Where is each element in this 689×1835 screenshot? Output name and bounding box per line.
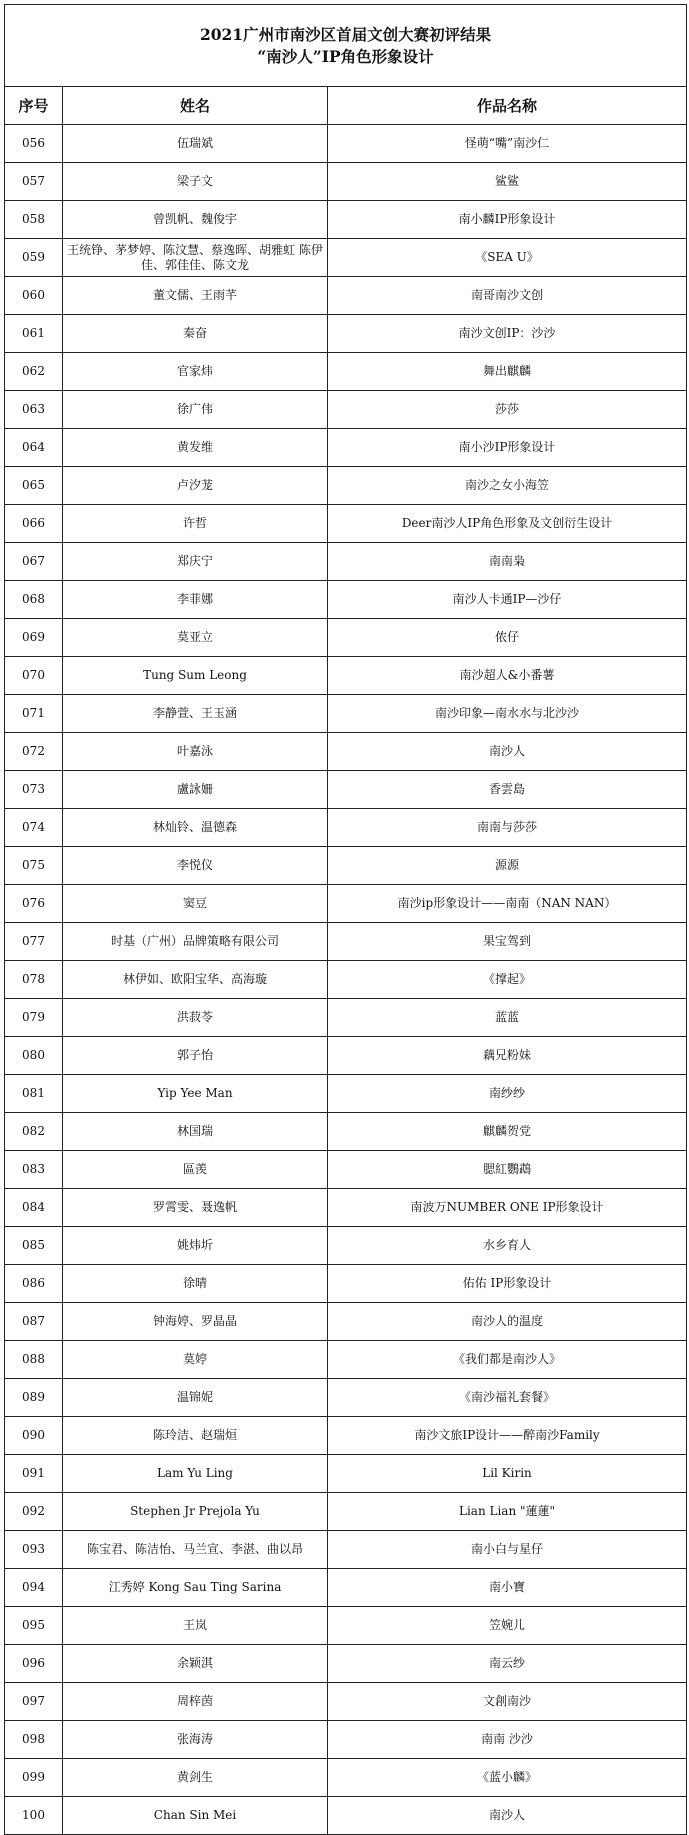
table-row (5, 885, 687, 923)
header-row (5, 87, 687, 125)
row-name: 陈玲洁、赵瑞烜 (63, 1417, 328, 1455)
table-row (5, 1037, 687, 1075)
row-name: 林伊如、欧阳宝华、高海璇 (63, 961, 328, 999)
table-row (5, 467, 687, 505)
row-number: 083 (5, 1151, 63, 1189)
row-number: 098 (5, 1721, 63, 1759)
row-work: 南沙人卡通IP—沙仔 (328, 581, 687, 619)
row-work: 南纱纱 (328, 1075, 687, 1113)
row-number: 096 (5, 1645, 63, 1683)
title-line-2: “南沙人”IP角色形象设计 (257, 46, 434, 66)
row-work: 《撑起》 (328, 961, 687, 999)
row-work: 腮紅鸚鵡 (328, 1151, 687, 1189)
table-row (5, 1531, 687, 1569)
row-name: 李悦仪 (63, 847, 328, 885)
row-name: 林国瑞 (63, 1113, 328, 1151)
row-work: 佑佑 IP形象设计 (328, 1265, 687, 1303)
row-number: 078 (5, 961, 63, 999)
row-number: 100 (5, 1797, 63, 1835)
row-number: 060 (5, 277, 63, 315)
row-number: 086 (5, 1265, 63, 1303)
row-name: Tung Sum Leong (63, 657, 328, 695)
row-number: 082 (5, 1113, 63, 1151)
row-number: 066 (5, 505, 63, 543)
row-number: 059 (5, 239, 63, 277)
row-work: Lil Kirin (328, 1455, 687, 1493)
results-table (4, 4, 687, 1835)
row-work: 舞出麒麟 (328, 353, 687, 391)
row-number: 072 (5, 733, 63, 771)
row-name: 钟海婷、罗晶晶 (63, 1303, 328, 1341)
row-work: 南哥南沙文创 (328, 277, 687, 315)
row-name: 黄剑生 (63, 1759, 328, 1797)
row-name: 林灿铃、温德森 (63, 809, 328, 847)
page-title (5, 5, 687, 87)
row-name: 洪菽苓 (63, 999, 328, 1037)
row-number: 095 (5, 1607, 63, 1645)
row-work: 莎莎 (328, 391, 687, 429)
row-number: 064 (5, 429, 63, 467)
row-name: 徐广伟 (63, 391, 328, 429)
row-name: 江秀婷 Kong Sau Ting Sarina (63, 1569, 328, 1607)
row-name: 盧詠姍 (63, 771, 328, 809)
row-name: 黄发维 (63, 429, 328, 467)
row-name: 徐晴 (63, 1265, 328, 1303)
row-number: 057 (5, 163, 63, 201)
row-number: 089 (5, 1379, 63, 1417)
table-row (5, 1683, 687, 1721)
row-work: 南沙人 (328, 1797, 687, 1835)
row-name: 周梓茵 (63, 1683, 328, 1721)
row-work: 南沙文创IP：沙沙 (328, 315, 687, 353)
row-number: 070 (5, 657, 63, 695)
table-row (5, 277, 687, 315)
row-number: 093 (5, 1531, 63, 1569)
table-row (5, 999, 687, 1037)
row-name: 许哲 (63, 505, 328, 543)
row-number: 094 (5, 1569, 63, 1607)
table-row (5, 391, 687, 429)
row-number: 067 (5, 543, 63, 581)
row-number: 074 (5, 809, 63, 847)
row-work: 南沙文旅IP设计——醉南沙Family (328, 1417, 687, 1455)
row-name: 余颖淇 (63, 1645, 328, 1683)
row-number: 081 (5, 1075, 63, 1113)
row-work: 南云纱 (328, 1645, 687, 1683)
row-name: 王统铮、茅梦婷、陈汶慧、蔡逸晖、胡雅虹 陈伊佳、郭佳佳、陈文龙 (63, 239, 328, 277)
row-work: 鲨鲨 (328, 163, 687, 201)
row-number: 091 (5, 1455, 63, 1493)
table-row (5, 733, 687, 771)
row-number: 069 (5, 619, 63, 657)
row-name: 官家炜 (63, 353, 328, 391)
header-name: 姓名 (63, 87, 328, 125)
row-name: 卢汐茏 (63, 467, 328, 505)
row-number: 063 (5, 391, 63, 429)
table-row (5, 1607, 687, 1645)
row-number: 076 (5, 885, 63, 923)
table-row (5, 657, 687, 695)
table-row (5, 543, 687, 581)
table-row (5, 429, 687, 467)
table-row (5, 1797, 687, 1835)
row-number: 071 (5, 695, 63, 733)
row-work: 水乡育人 (328, 1227, 687, 1265)
row-name: 秦奋 (63, 315, 328, 353)
table-row (5, 923, 687, 961)
row-work: 南沙印象—南水水与北沙沙 (328, 695, 687, 733)
table-row (5, 1341, 687, 1379)
row-name: 姚炜圻 (63, 1227, 328, 1265)
row-name: 温锦妮 (63, 1379, 328, 1417)
row-name: 莫亚立 (63, 619, 328, 657)
table-row (5, 1645, 687, 1683)
row-work: 南南 沙沙 (328, 1721, 687, 1759)
table-body (5, 125, 687, 1835)
table-row (5, 1417, 687, 1455)
row-name: 伍瑞斌 (63, 125, 328, 163)
row-name: 李菲娜 (63, 581, 328, 619)
row-work: 《我们都是南沙人》 (328, 1341, 687, 1379)
row-name: Yip Yee Man (63, 1075, 328, 1113)
row-number: 077 (5, 923, 63, 961)
row-work: 南沙人的温度 (328, 1303, 687, 1341)
table-row (5, 581, 687, 619)
table-row (5, 1113, 687, 1151)
table-row (5, 505, 687, 543)
table-row (5, 353, 687, 391)
table-row (5, 695, 687, 733)
row-work: 麒麟贺党 (328, 1113, 687, 1151)
row-name: 罗霄雯、聂逸帆 (63, 1189, 328, 1227)
table-row (5, 619, 687, 657)
row-work: 南沙超人&小番薯 (328, 657, 687, 695)
header-no: 序号 (5, 87, 63, 125)
table-row (5, 125, 687, 163)
row-work: 蓝蓝 (328, 999, 687, 1037)
row-name: 董文儒、王雨芊 (63, 277, 328, 315)
row-work: 南波万NUMBER ONE IP形象设计 (328, 1189, 687, 1227)
row-name: 李静萱、王玉涵 (63, 695, 328, 733)
table-row (5, 809, 687, 847)
table-row (5, 239, 687, 277)
row-name: 郑庆宁 (63, 543, 328, 581)
table-row (5, 1303, 687, 1341)
row-name: 梁子文 (63, 163, 328, 201)
title-row (5, 5, 687, 87)
row-work: 侬仔 (328, 619, 687, 657)
row-work: 南沙人 (328, 733, 687, 771)
row-number: 073 (5, 771, 63, 809)
row-name: 窦豆 (63, 885, 328, 923)
row-number: 085 (5, 1227, 63, 1265)
row-work: 南小沙IP形象设计 (328, 429, 687, 467)
table-row (5, 847, 687, 885)
table-row (5, 1379, 687, 1417)
row-work: 《蓝小麟》 (328, 1759, 687, 1797)
row-name: 叶嘉泳 (63, 733, 328, 771)
row-number: 088 (5, 1341, 63, 1379)
table-row (5, 201, 687, 239)
row-name: 时基（广州）品牌策略有限公司 (63, 923, 328, 961)
row-number: 080 (5, 1037, 63, 1075)
row-work: 藕兄粉妹 (328, 1037, 687, 1075)
row-work: Deer南沙人IP角色形象及文创衍生设计 (328, 505, 687, 543)
row-name: 王岚 (63, 1607, 328, 1645)
row-work: 文創南沙 (328, 1683, 687, 1721)
results-sheet (4, 4, 686, 1835)
row-number: 068 (5, 581, 63, 619)
table-row (5, 1493, 687, 1531)
row-number: 065 (5, 467, 63, 505)
row-name: 曾凯帆、魏俊宇 (63, 201, 328, 239)
row-number: 058 (5, 201, 63, 239)
table-row (5, 1227, 687, 1265)
row-number: 097 (5, 1683, 63, 1721)
row-work: 南沙ip形象设计——南南（NAN NAN） (328, 885, 687, 923)
row-number: 099 (5, 1759, 63, 1797)
row-number: 062 (5, 353, 63, 391)
table-row (5, 1151, 687, 1189)
header-work: 作品名称 (328, 87, 687, 125)
row-work: 香雲島 (328, 771, 687, 809)
row-number: 092 (5, 1493, 63, 1531)
row-number: 090 (5, 1417, 63, 1455)
row-work: 南小麟IP形象设计 (328, 201, 687, 239)
row-number: 061 (5, 315, 63, 353)
row-work: 怪萌“嘴”南沙仁 (328, 125, 687, 163)
row-number: 079 (5, 999, 63, 1037)
table-row (5, 1265, 687, 1303)
table-row (5, 163, 687, 201)
row-name: Stephen Jr Prejola Yu (63, 1493, 328, 1531)
row-name: 莫婷 (63, 1341, 328, 1379)
row-work: Lian Lian "蓮蓮" (328, 1493, 687, 1531)
row-name: Lam Yu Ling (63, 1455, 328, 1493)
row-work: 南沙之女小海笠 (328, 467, 687, 505)
row-number: 075 (5, 847, 63, 885)
table-row (5, 1721, 687, 1759)
title-line-1: 2021广州市南沙区首届文创大赛初评结果 (199, 24, 492, 44)
row-work: 《南沙福礼套餐》 (328, 1379, 687, 1417)
table-row (5, 961, 687, 999)
table-row (5, 771, 687, 809)
row-work: 果宝驾到 (328, 923, 687, 961)
row-name: 张海涛 (63, 1721, 328, 1759)
row-work: 《SEA U》 (328, 239, 687, 277)
row-work: 南南枭 (328, 543, 687, 581)
table-row (5, 315, 687, 353)
row-name: 陈宝君、陈洁怡、马兰宣、李湛、曲以昂 (63, 1531, 328, 1569)
row-number: 056 (5, 125, 63, 163)
table-row (5, 1569, 687, 1607)
row-name: Chan Sin Mei (63, 1797, 328, 1835)
table-row (5, 1759, 687, 1797)
table-row (5, 1075, 687, 1113)
row-work: 源源 (328, 847, 687, 885)
table-row (5, 1189, 687, 1227)
row-name: 區羡 (63, 1151, 328, 1189)
row-work: 南小白与星仔 (328, 1531, 687, 1569)
row-work: 南小寶 (328, 1569, 687, 1607)
row-work: 南南与莎莎 (328, 809, 687, 847)
row-number: 087 (5, 1303, 63, 1341)
row-name: 郭子怡 (63, 1037, 328, 1075)
row-number: 084 (5, 1189, 63, 1227)
table-row (5, 1455, 687, 1493)
row-work: 笠婉儿 (328, 1607, 687, 1645)
